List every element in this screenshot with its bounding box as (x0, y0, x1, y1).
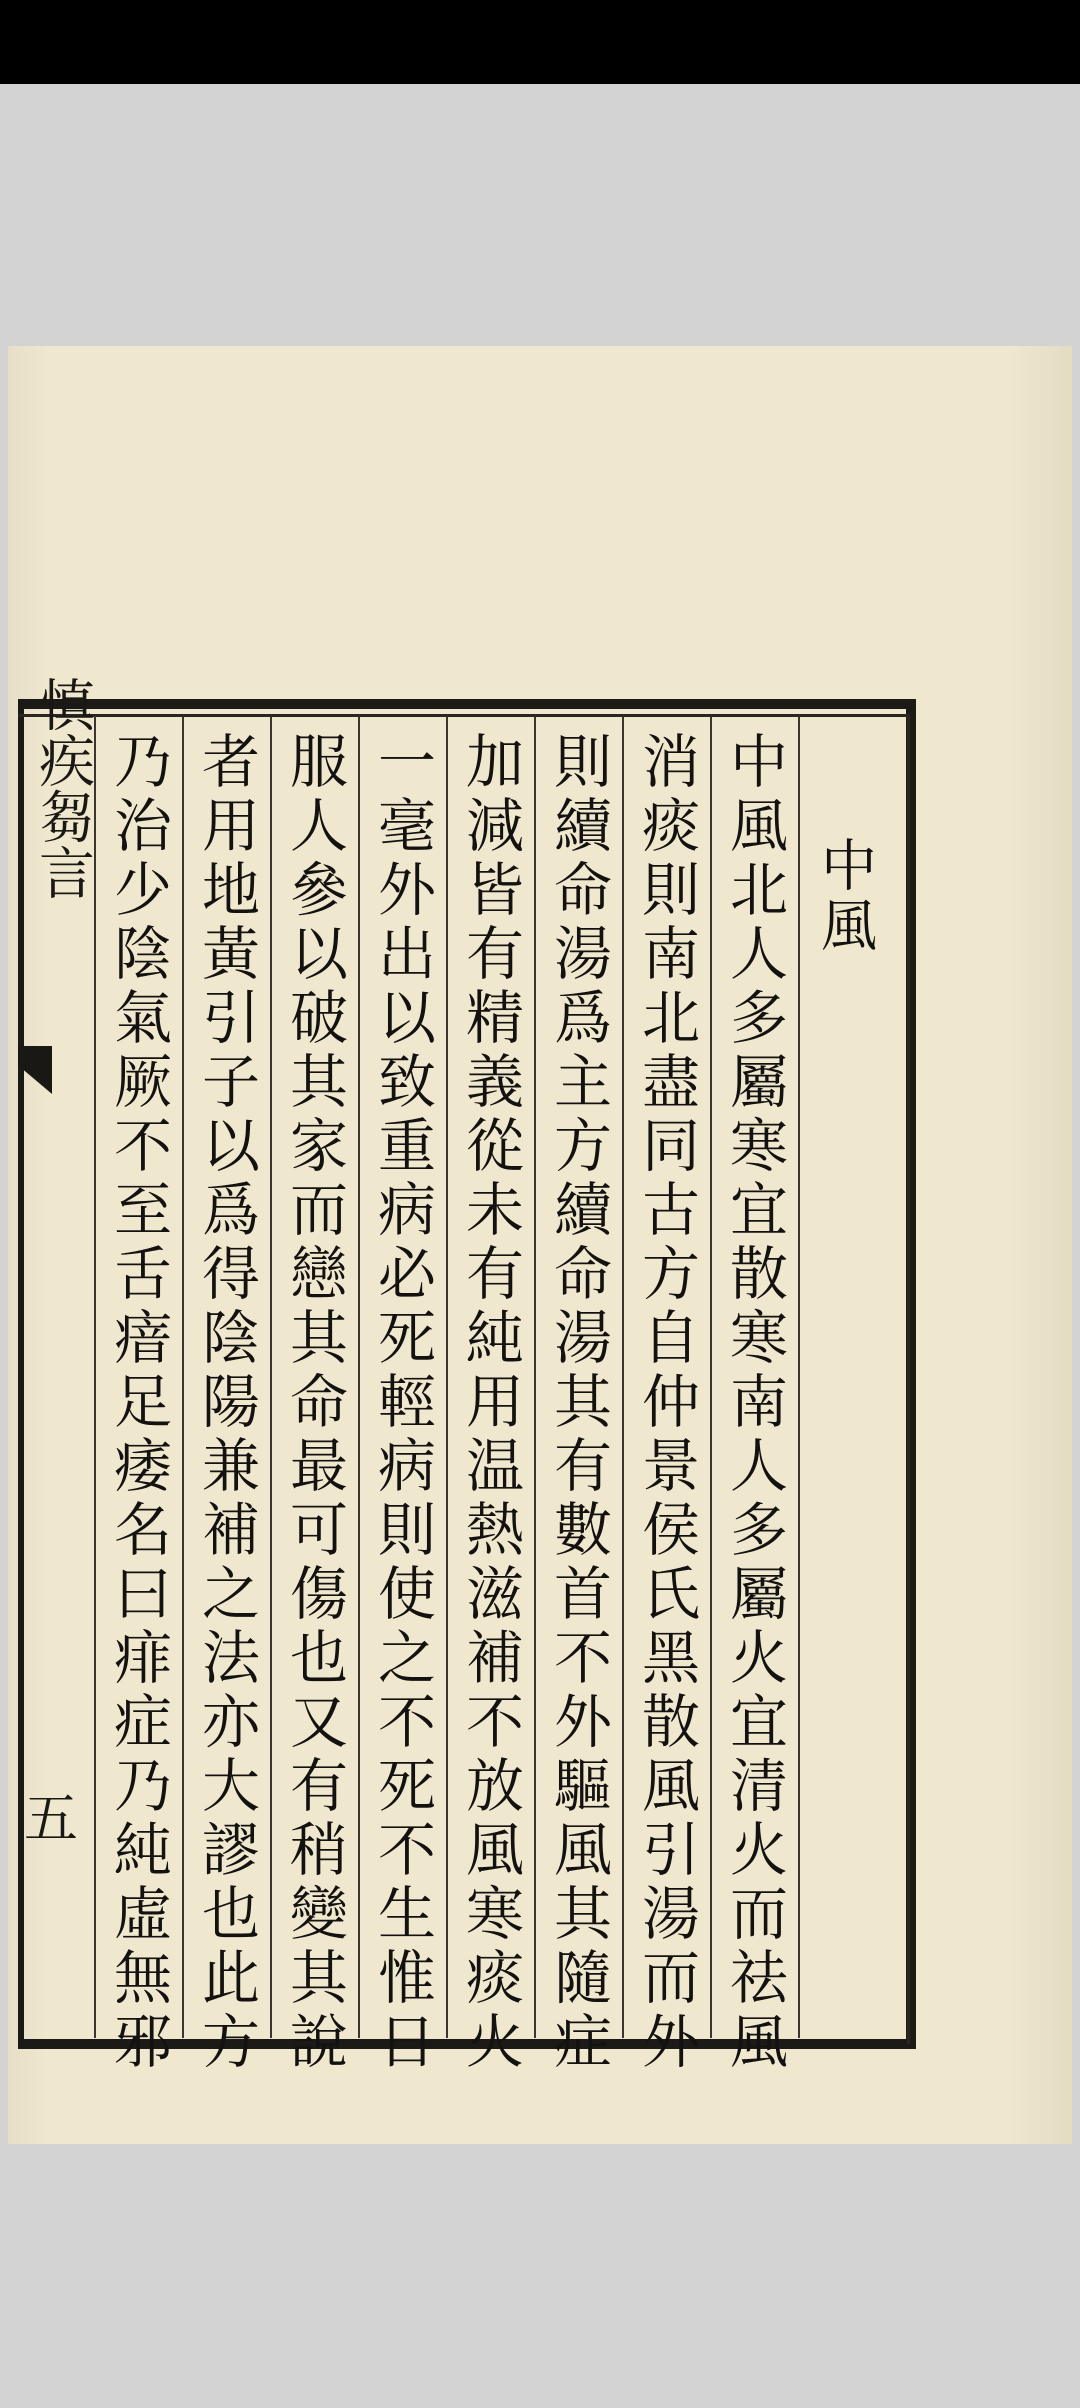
text-column-7: 者用地黃引子以爲得陰陽兼補之法亦大謬也此方 (192, 731, 260, 2075)
column-rule (798, 716, 800, 2038)
text-column-1: 中風北人多屬寒宜散寒南人多屬火宜清火而祛風 (720, 731, 788, 2075)
text-column-2: 消痰則南北盡同古方自仲景侯氏黑散風引湯而外 (632, 731, 700, 2075)
page-number: 五 (24, 1787, 78, 1850)
text-column-4: 加減皆有精義從未有純用温熱滋補不放風寒痰火 (456, 731, 524, 2075)
text-column-5: 一毫外出以致重病必死輕病則使之不死不生惟日 (368, 731, 436, 2075)
column-rule (94, 716, 96, 2038)
text-column-8: 乃治少陰氣厥不至舌瘖足痿名曰痱症乃純虛無邪 (104, 731, 172, 2075)
page-edge (1066, 346, 1072, 2144)
column-rule (710, 716, 712, 2038)
column-rule (534, 716, 536, 2038)
section-heading: 中風 (812, 836, 877, 956)
column-rule (446, 716, 448, 2038)
status-bar (0, 0, 1080, 84)
column-rule (622, 716, 624, 2038)
column-rule (358, 716, 360, 2038)
column-rule (270, 716, 272, 2038)
text-column-6: 服人參以破其家而戀其命最可傷也又有稍變其說 (280, 731, 348, 2075)
book-title-margin: 慎疾芻言 (30, 676, 95, 900)
column-rule (182, 716, 184, 2038)
scanned-page (8, 346, 1072, 2144)
text-column-3: 則續命湯爲主方續命湯其有數首不外驅風其隨症 (544, 731, 612, 2075)
